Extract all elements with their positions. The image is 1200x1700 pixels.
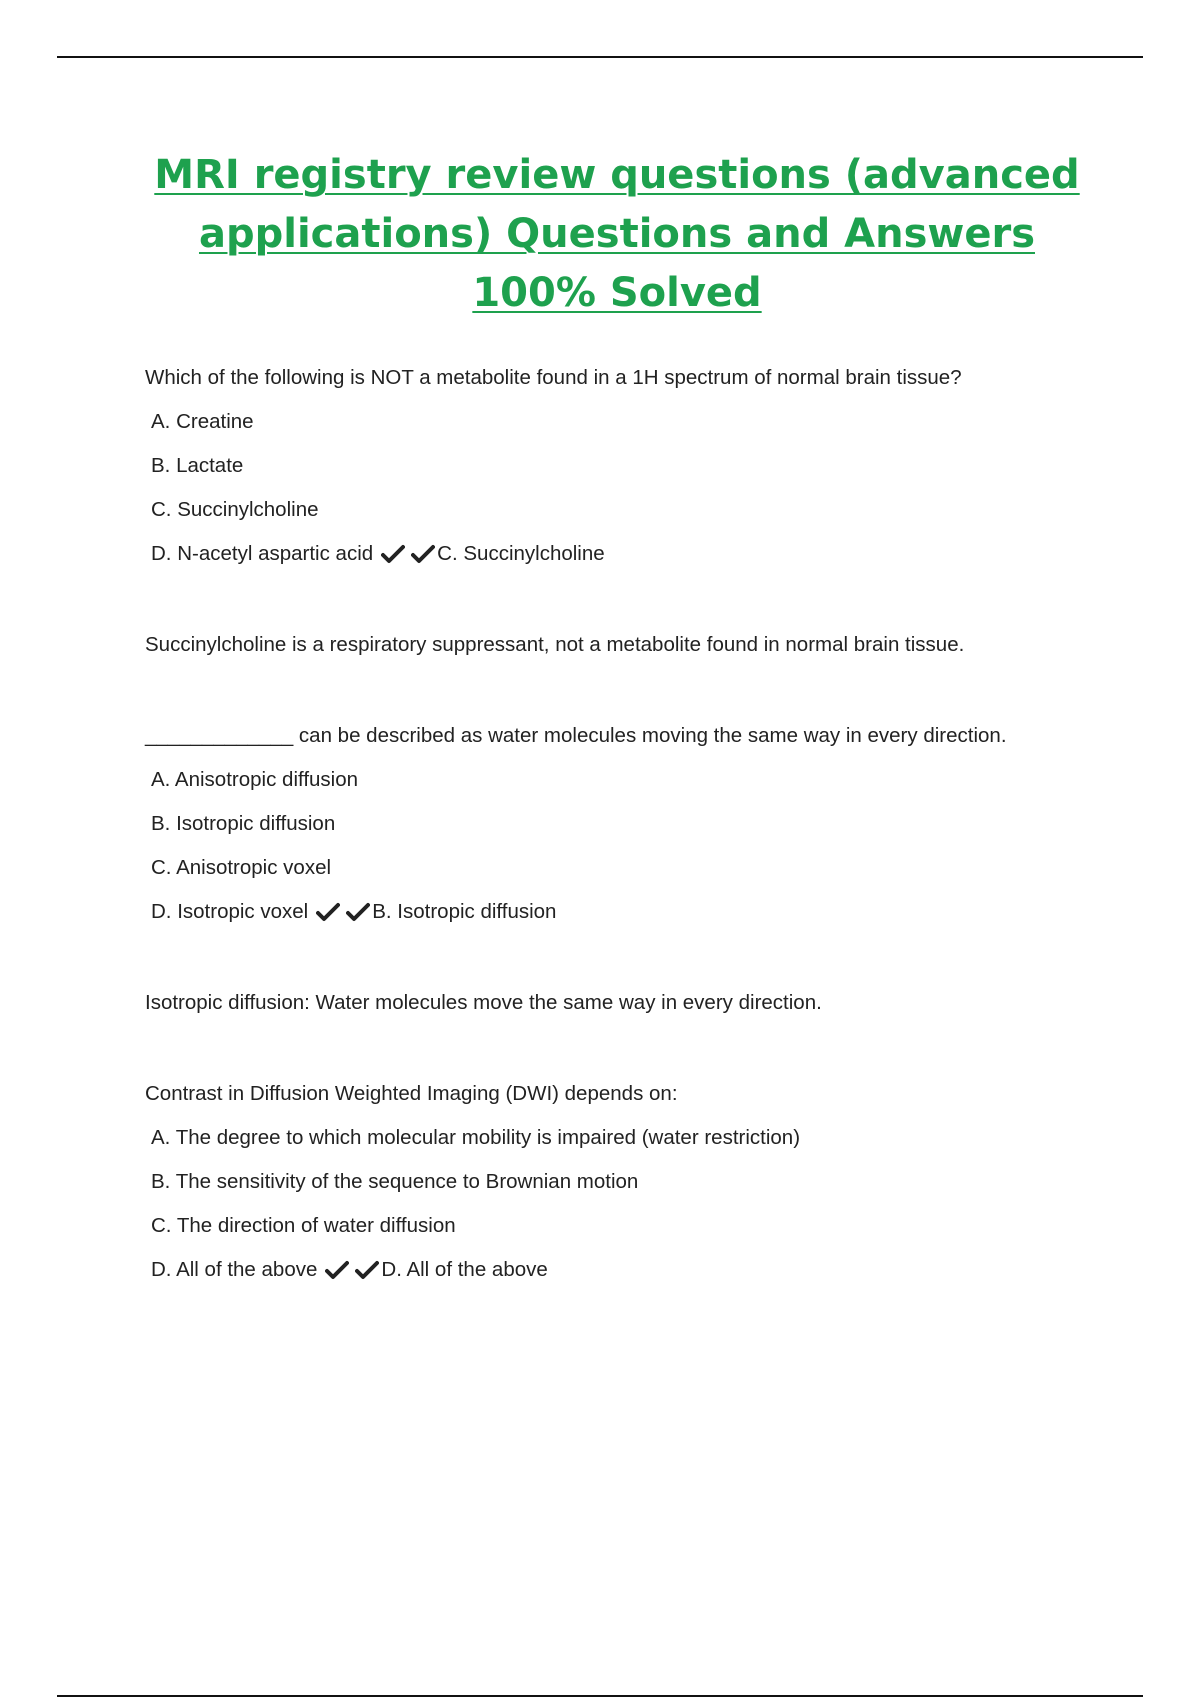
option-a: A. The degree to which molecular mobility is impaired (water restriction) — [151, 1126, 801, 1149]
option-b: B. The sensitivity of the sequence to Brownian motion — [151, 1170, 639, 1193]
header-rule — [57, 56, 1143, 58]
option-b: B. Isotropic diffusion — [151, 812, 336, 835]
option-c: C. The direction of water diffusion — [151, 1214, 456, 1237]
question-blank: _____________ — [145, 724, 294, 747]
question-text: _____________ can be described as water molecules moving the same way in every direction. — [145, 724, 1007, 747]
option-d: D. Isotropic voxel — [151, 900, 309, 923]
correct-answer: D. All of the above — [381, 1258, 548, 1281]
option-d-with-answer — [151, 898, 1105, 926]
option-a: A. Anisotropic diffusion — [151, 768, 359, 791]
option-d-with-answer — [151, 1256, 1105, 1284]
correct-answer: B. Isotropic diffusion — [372, 900, 557, 923]
explanation-text: Isotropic diffusion: Water molecules move the same way in every direction. — [145, 991, 822, 1014]
question-text: Which of the following is NOT a metabolite found in a 1H spectrum of normal brain tissue? — [145, 366, 962, 389]
checkmark-icon — [355, 1259, 379, 1281]
checkmark-icon — [346, 901, 370, 923]
footer-rule — [57, 1695, 1143, 1697]
question-text: Contrast in Diffusion Weighted Imaging (DWI) depends on: — [145, 1082, 678, 1105]
checkmark-icon — [411, 543, 435, 565]
option-c: C. Succinylcholine — [151, 498, 319, 521]
option-c: C. Anisotropic voxel — [151, 856, 332, 879]
option-d: D. N-acetyl aspartic acid — [151, 542, 374, 565]
document-title: MRI registry review questions (advanced applications) Questions and Answers 100% Solved — [154, 152, 1080, 316]
checkmark-icon — [381, 543, 405, 565]
explanation-text: Succinylcholine is a respiratory suppressant, not a metabolite found in normal brain tissue. — [145, 633, 965, 656]
option-b: B. Lactate — [151, 454, 244, 477]
checkmark-icon — [316, 901, 340, 923]
question-block-2 — [145, 722, 1105, 1017]
qa-content — [145, 364, 1105, 1284]
option-d-with-answer — [151, 540, 1105, 568]
question-block-1 — [145, 364, 1105, 659]
correct-answer: C. Succinylcholine — [437, 542, 605, 565]
question-block-3 — [145, 1080, 1105, 1284]
option-d: D. All of the above — [151, 1258, 318, 1281]
checkmark-icon — [325, 1259, 349, 1281]
option-a: A. Creatine — [151, 410, 254, 433]
